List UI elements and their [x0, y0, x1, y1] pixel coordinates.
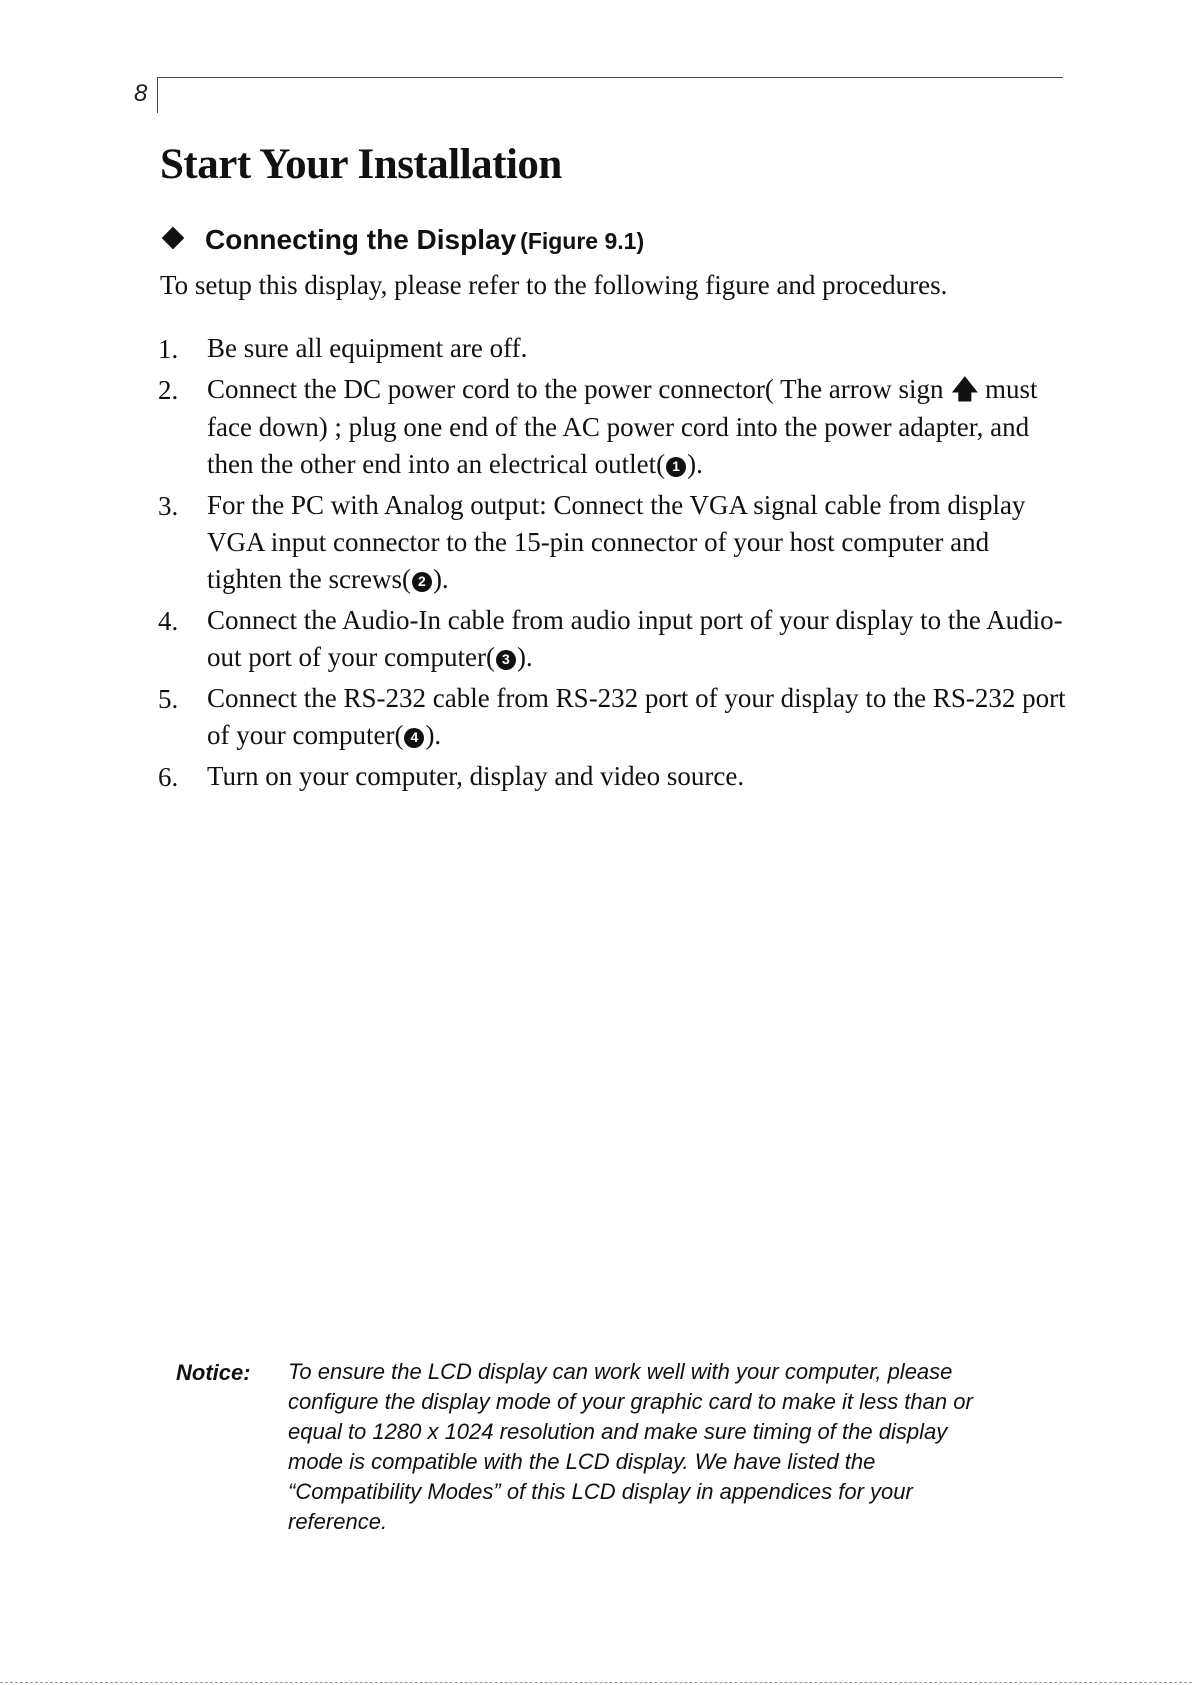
steps-list	[158, 334, 1068, 803]
page-title: Start Your Installation	[160, 141, 562, 188]
list-item	[158, 762, 1068, 795]
page-number: 8	[134, 80, 148, 107]
step-number: 1.	[158, 334, 179, 364]
list-item	[158, 334, 1068, 367]
marker-1-icon: 1	[666, 457, 686, 477]
step-text: For the PC with Analog output: Connect the VGA signal cable from display VGA input connector to the 15-pin connector of your host computer and tighten the screws( 2 ).	[207, 490, 1026, 594]
step-text: Connect the Audio-In cable from audio input port of your display to the Audio-out port of your computer( 3 ).	[207, 605, 1063, 672]
diamond-bullet-icon	[162, 227, 185, 250]
marker-3-icon: 3	[496, 650, 516, 670]
step-text: Be sure all equipment are off.	[207, 333, 528, 363]
step-number: 5.	[158, 684, 179, 714]
marker-2-icon: 2	[412, 572, 432, 592]
list-item	[158, 684, 1068, 754]
step-number: 3.	[158, 491, 179, 521]
section-heading	[160, 224, 644, 256]
step-text: Connect the RS-232 cable from RS-232 port of your display to the RS-232 port of your computer( 4 ).	[207, 683, 1066, 750]
header-vertical-rule	[157, 77, 158, 113]
bottom-edge-rule	[0, 1682, 1192, 1684]
step-number: 2.	[158, 375, 179, 405]
notice-label: Notice:	[176, 1360, 251, 1385]
step-text: Connect the DC power cord to the power connector( The arrow sign 🡅 must face down) ; plug one end of the AC power cord into the power adapter, and then the other end into an electrical outlet( 1 ).	[207, 374, 1038, 479]
list-item	[158, 491, 1068, 598]
figure-reference: (Figure 9.1)	[520, 228, 645, 254]
step-number: 4.	[158, 606, 179, 636]
section-title: Connecting the Display	[205, 224, 517, 255]
notice-text: To ensure the LCD display can work well with your computer, please configure the display mode of your graphic card to make it less than or equal to 1280 x 1024 resolution and make sure timing of the display mode is compatible with the LCD display. We have listed the “Compatibility Modes” of this LCD display in appendices for your reference.	[288, 1359, 973, 1534]
header-horizontal-rule	[157, 77, 1063, 78]
list-item	[158, 606, 1068, 676]
step-number: 6.	[158, 762, 179, 792]
marker-4-icon: 4	[404, 728, 424, 748]
arrow-up-icon: 🡅	[951, 375, 979, 405]
intro-text: To setup this display, please refer to the following figure and procedures.	[160, 270, 948, 300]
step-text: Turn on your computer, display and video source.	[207, 761, 745, 791]
list-item	[158, 375, 1068, 483]
notice-block	[176, 1360, 988, 1537]
